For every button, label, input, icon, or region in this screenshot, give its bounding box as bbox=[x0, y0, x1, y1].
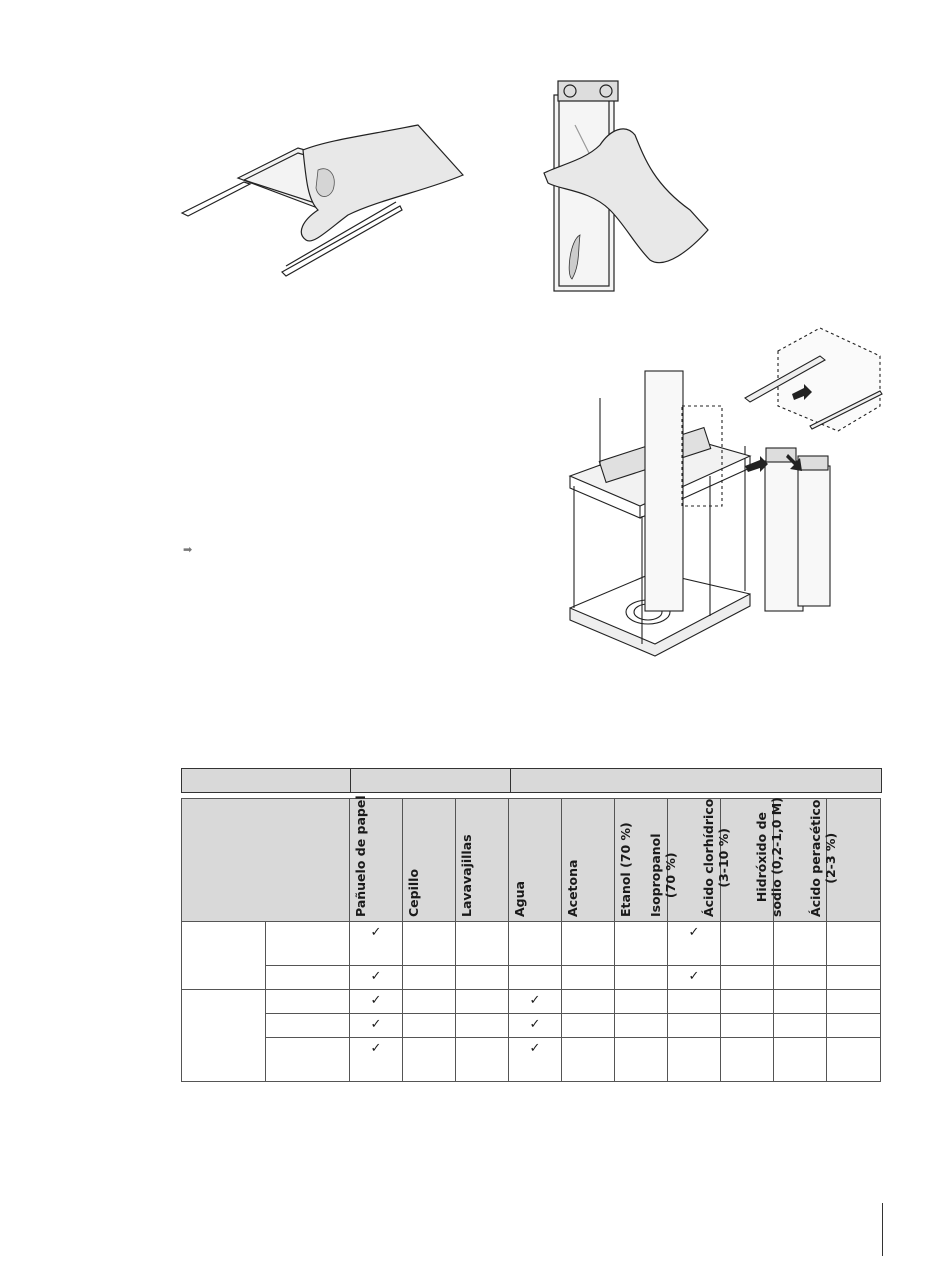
hand-removing-glass-door-figure bbox=[178, 120, 468, 280]
row-sub-cell bbox=[266, 966, 350, 990]
col-header-peracetic-acid: Ácido peracético (2-3 %) bbox=[827, 799, 881, 922]
table-row bbox=[182, 990, 881, 1014]
col-header-ethanol: Etanol (70 %) bbox=[615, 799, 668, 922]
row-sub-cell bbox=[266, 922, 350, 966]
check-mark: ✓ bbox=[668, 966, 721, 990]
check-mark: ✓ bbox=[350, 922, 403, 966]
check-mark: ✓ bbox=[509, 1038, 562, 1082]
col-header-brush: Cepillo bbox=[403, 799, 456, 922]
table-row bbox=[182, 1038, 881, 1082]
header-corner-cell bbox=[182, 799, 350, 922]
cleaning-compatibility-table bbox=[181, 795, 881, 1082]
col-header-detergent: Lavavajillas bbox=[456, 799, 509, 922]
row-sub-cell bbox=[266, 990, 350, 1014]
row-sub-cell bbox=[266, 1038, 350, 1082]
check-mark: ✓ bbox=[350, 990, 403, 1014]
balance-draft-shield-disassembly-figure bbox=[560, 326, 890, 671]
check-mark: ✓ bbox=[509, 990, 562, 1014]
column-header-row bbox=[182, 799, 881, 922]
col-header-hydrochloric-acid: Ácido clorhídrico (3-10 %) bbox=[721, 799, 774, 922]
page-edge-rule bbox=[882, 1203, 883, 1256]
table-row bbox=[182, 922, 881, 966]
check-mark: ✓ bbox=[350, 1038, 403, 1082]
row-group-cell bbox=[182, 922, 266, 990]
check-mark: ✓ bbox=[350, 966, 403, 990]
table-row bbox=[182, 1014, 881, 1038]
row-group-cell bbox=[182, 990, 266, 1082]
table-row bbox=[182, 966, 881, 990]
check-mark: ✓ bbox=[668, 922, 721, 966]
col-header-water: Agua bbox=[509, 799, 562, 922]
row-sub-cell bbox=[266, 1014, 350, 1038]
check-mark: ✓ bbox=[509, 1014, 562, 1038]
arrow-right-icon: ➡ bbox=[183, 543, 193, 556]
col-header-isopropanol: Isopropanol (70 %) bbox=[668, 799, 721, 922]
hand-holding-glass-door-figure bbox=[540, 65, 710, 297]
col-header-sodium-hydroxide: Hidróxido de sodio (0,2-1,0 M) bbox=[774, 799, 827, 922]
table-header-band bbox=[181, 768, 882, 793]
check-mark: ✓ bbox=[350, 1014, 403, 1038]
col-header-tissue: Pañuelo de papel bbox=[350, 799, 403, 922]
col-header-acetone: Acetona bbox=[562, 799, 615, 922]
